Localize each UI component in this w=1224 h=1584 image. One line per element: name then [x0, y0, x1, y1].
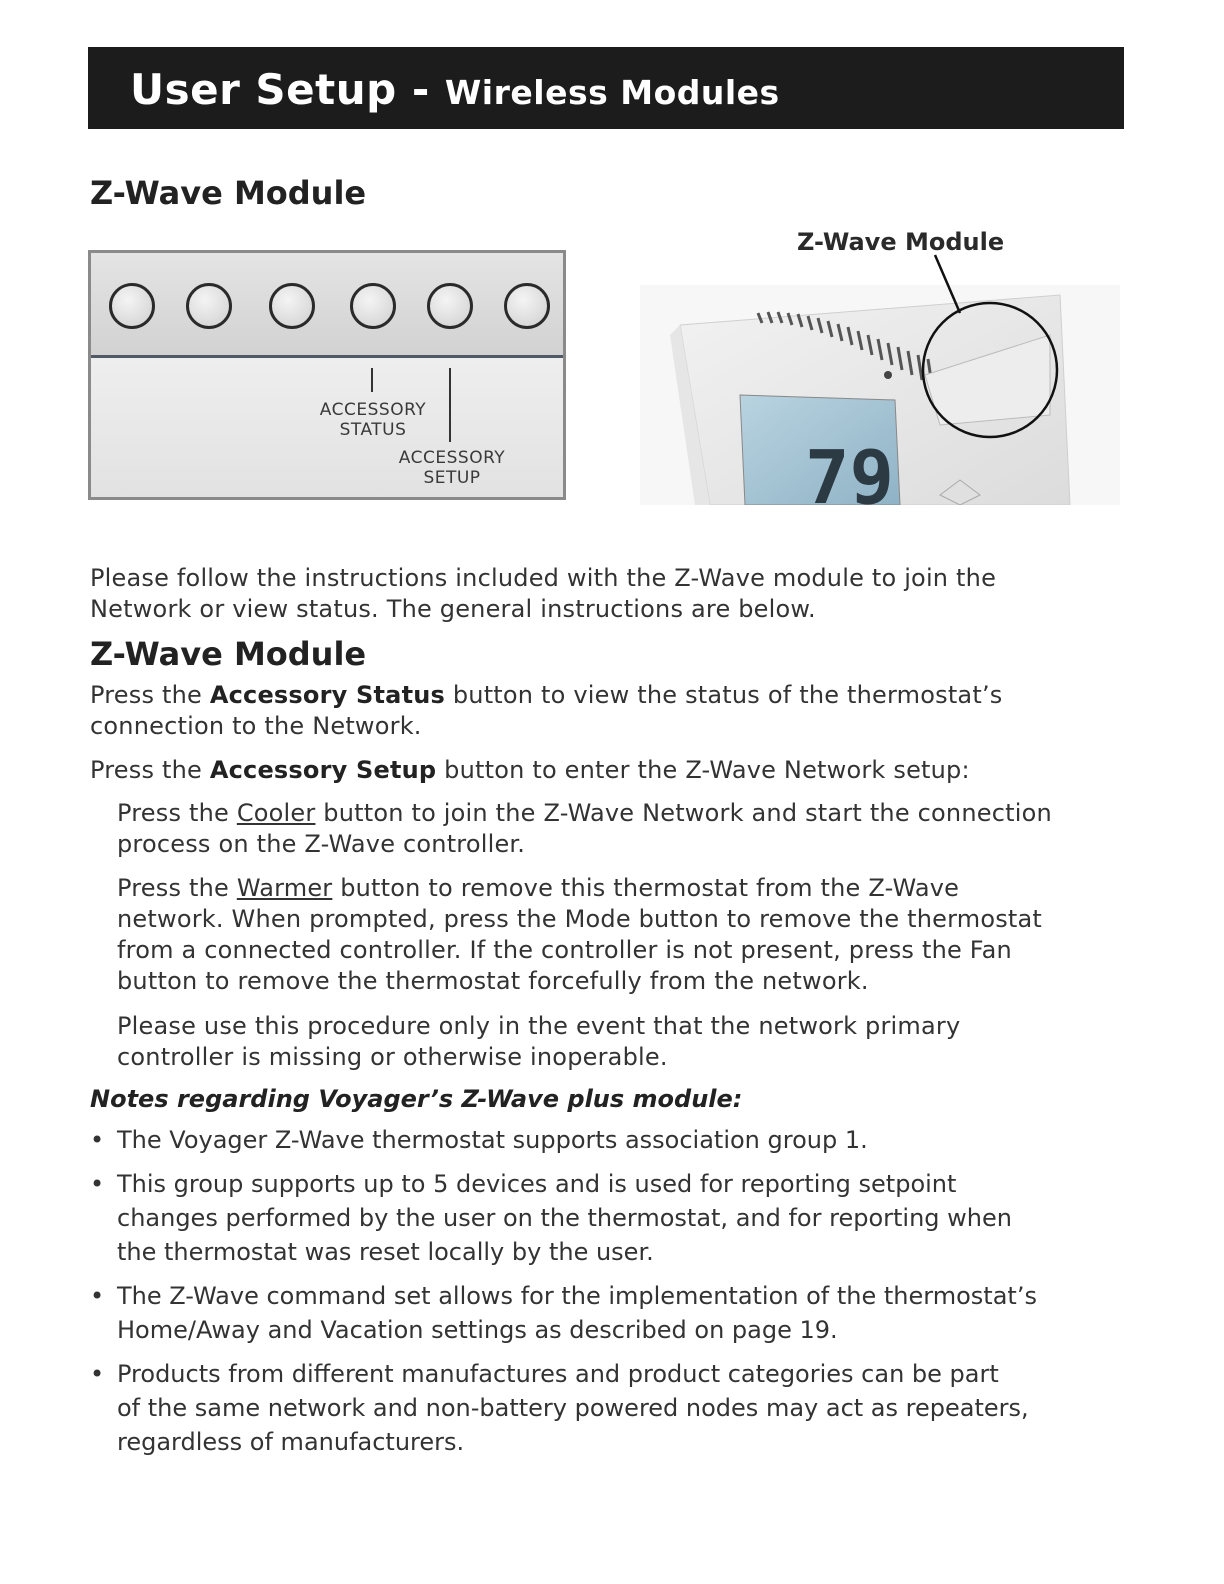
text-press-the: Press the [117, 799, 237, 827]
accessory-setup-paragraph [90, 755, 970, 786]
bullet-2-line-3: the thermostat was reset locally by the user. [117, 1238, 654, 1266]
accessory-setup-pointer-line [449, 368, 451, 442]
panel-button-2 [186, 283, 232, 329]
bullet-dot: • [90, 1282, 105, 1310]
procedure-line-1: Please use this procedure only in the event that the network primary [117, 1012, 961, 1040]
accessory-status-pointer-line [371, 368, 373, 392]
zwave-module-callout-label: Z-Wave Module [797, 228, 1005, 256]
warmer-desc: button to remove this thermostat from the Z-Wave [332, 874, 960, 902]
warmer-line-1 [117, 873, 1042, 904]
accessory-status-desc: button to view the status of the thermostat’s [445, 681, 1003, 709]
notes-heading: Notes regarding Voyager’s Z-Wave plus module: [90, 1085, 743, 1113]
text-press-the: Press the [90, 756, 210, 784]
thermostat-photo [640, 225, 1120, 505]
cooler-line-2: process on the Z-Wave controller. [117, 830, 526, 858]
accessory-status-line-1 [90, 680, 1002, 711]
panel-button-3 [269, 283, 315, 329]
page-title-sub: Wireless Modules [444, 73, 780, 112]
accessory-status-label-line1: ACCESSORY [319, 400, 427, 420]
intro-paragraph [90, 563, 996, 625]
section-title-zwave-module: Z-Wave Module [90, 174, 367, 212]
warmer-line-2: network. When prompted, press the Mode button to remove the thermostat [117, 905, 1043, 933]
panel-button-row [91, 253, 563, 358]
bullet-dot: • [90, 1170, 105, 1198]
bullet-4-line-1: Products from different manufactures and product categories can be part [117, 1360, 999, 1388]
panel-button-accessory-status [350, 283, 396, 329]
accessory-setup-label-line2: SETUP [423, 468, 481, 488]
accessory-status-paragraph [90, 680, 1002, 742]
bullet-2-line-2: changes performed by the user on the thermostat, and for reporting when [117, 1204, 1012, 1232]
text-press-the: Press the [117, 874, 237, 902]
lcd-temperature-digits: 79 [805, 435, 895, 505]
bullet-4-line-2: of the same network and non-battery powered nodes may act as repeaters, [117, 1394, 1029, 1422]
cooler-desc: button to join the Z-Wave Network and start the connection [315, 799, 1052, 827]
panel-button-6 [504, 283, 550, 329]
warmer-line-3: from a connected controller. If the controller is not present, press the Fan [117, 936, 1012, 964]
text-press-the: Press the [90, 681, 210, 709]
accessory-setup-line-1 [90, 755, 970, 786]
cooler-paragraph [117, 798, 1052, 860]
procedure-paragraph [117, 1011, 960, 1073]
accessory-setup-term: Accessory Setup [209, 756, 437, 784]
bullet-2-line-1: This group supports up to 5 devices and is used for reporting setpoint [117, 1170, 957, 1198]
accessory-status-label-line2: STATUS [339, 420, 407, 440]
procedure-line-2: controller is missing or otherwise inoperable. [117, 1043, 668, 1071]
cooler-line-1 [117, 798, 1052, 829]
section-title-zwave-module-2: Z-Wave Module [90, 635, 367, 673]
intro-line-1: Please follow the instructions included with the Z-Wave module to join the [90, 564, 997, 592]
accessory-status-label [313, 400, 433, 440]
bullet-3-line-1: The Z-Wave command set allows for the implementation of the thermostat’s [117, 1282, 1037, 1310]
cooler-button-term: Cooler [236, 799, 316, 827]
accessory-setup-label [392, 448, 512, 488]
bullet-3-line-2: Home/Away and Vacation settings as described on page 19. [117, 1316, 838, 1344]
warmer-paragraph [117, 873, 1042, 997]
page-header-bar [88, 47, 1124, 129]
accessory-setup-label-line1: ACCESSORY [398, 448, 506, 468]
bullet-1-line-1: The Voyager Z-Wave thermostat supports association group 1. [117, 1126, 868, 1154]
warmer-line-4: button to remove the thermostat forcefully from the network. [117, 967, 869, 995]
panel-button-accessory-setup [427, 283, 473, 329]
bullet-dot: • [90, 1126, 105, 1154]
accessory-setup-desc: button to enter the Z-Wave Network setup: [436, 756, 970, 784]
bullet-4-line-3: regardless of manufacturers. [117, 1428, 465, 1456]
panel-button-1 [109, 283, 155, 329]
button-panel-diagram [88, 250, 566, 500]
intro-line-2: Network or view status. The general instructions are below. [90, 595, 816, 623]
page-title-main: User Setup - [130, 65, 445, 114]
warmer-button-term: Warmer [236, 874, 333, 902]
page-title [130, 65, 780, 114]
accessory-status-term: Accessory Status [209, 681, 446, 709]
bullet-dot: • [90, 1360, 105, 1388]
accessory-status-line-2: connection to the Network. [90, 712, 422, 740]
